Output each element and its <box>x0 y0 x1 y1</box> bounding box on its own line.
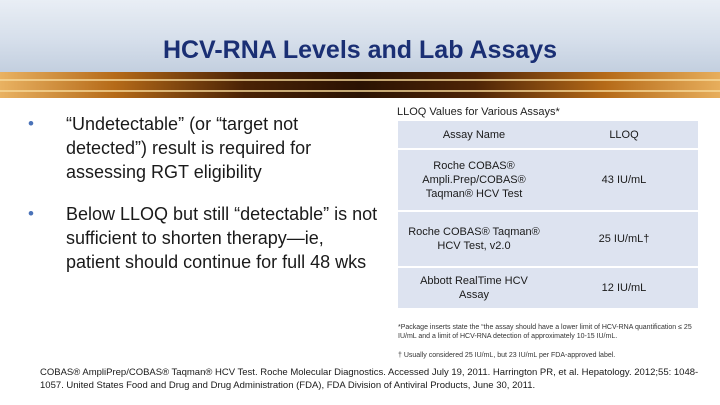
header-lloq: LLOQ <box>550 121 698 149</box>
slide-title: HCV-RNA Levels and Lab Assays <box>162 36 558 64</box>
assay-name-cell: Abbott RealTime HCV Assay <box>398 267 550 309</box>
bullet-text: “Undetectable” (or “target not detected”) result is required for assessing RGT eligibility <box>66 114 312 182</box>
bullet-item <box>28 112 378 184</box>
table-caption: LLOQ Values for Various Assays* <box>397 106 560 118</box>
assay-name-cell: Roche COBAS® Taqman® HCV Test, v2.0 <box>398 211 550 267</box>
table-header-row <box>398 121 698 149</box>
lloq-cell: 12 IU/mL <box>550 267 698 309</box>
stripe-highlight-top <box>0 79 720 81</box>
table-row <box>398 267 698 309</box>
bullet-marker: • <box>28 114 34 133</box>
assay-name-cell: Roche COBAS® Ampli.Prep/COBAS® Taqman® HCV Test <box>398 149 550 211</box>
bullet-list <box>28 112 378 292</box>
footnote-package-insert: *Package inserts state the “the assay should have a lower limit of HCV-RNA quantification ≤ 25 IU/mL and a limit of HCV-RNA detection of approximately 10-15 IU/mL. <box>398 324 692 340</box>
bullet-item <box>28 202 378 274</box>
stripe-highlight-bottom <box>0 90 720 92</box>
footnote-dagger: † Usually considered 25 IU/mL, but 23 IU/mL per FDA-approved label. <box>398 352 616 359</box>
table-row <box>398 211 698 267</box>
decorative-stripe <box>0 72 720 98</box>
bullet-marker: • <box>28 204 34 223</box>
assay-table <box>398 121 698 310</box>
table-row <box>398 149 698 211</box>
lloq-cell: 25 IU/mL† <box>550 211 698 267</box>
header-assay-name: Assay Name <box>398 121 550 149</box>
lloq-cell: 43 IU/mL <box>550 149 698 211</box>
citation: COBAS® AmpliPrep/COBAS® Taqman® HCV Test. Roche Molecular Diagnostics. Accessed July 19, 2011. Harrington PR, et al. Hepatology. 2012;55: 1048-1057. United States Food and Drug and Drug Administration (FDA), FDA Division of Antiviral Products, June 30, 2011. <box>40 367 699 391</box>
bullet-text: Below LLOQ but still “detectable” is not sufficient to shorten therapy—ie, patient should continue for full 48 wks <box>66 204 378 272</box>
